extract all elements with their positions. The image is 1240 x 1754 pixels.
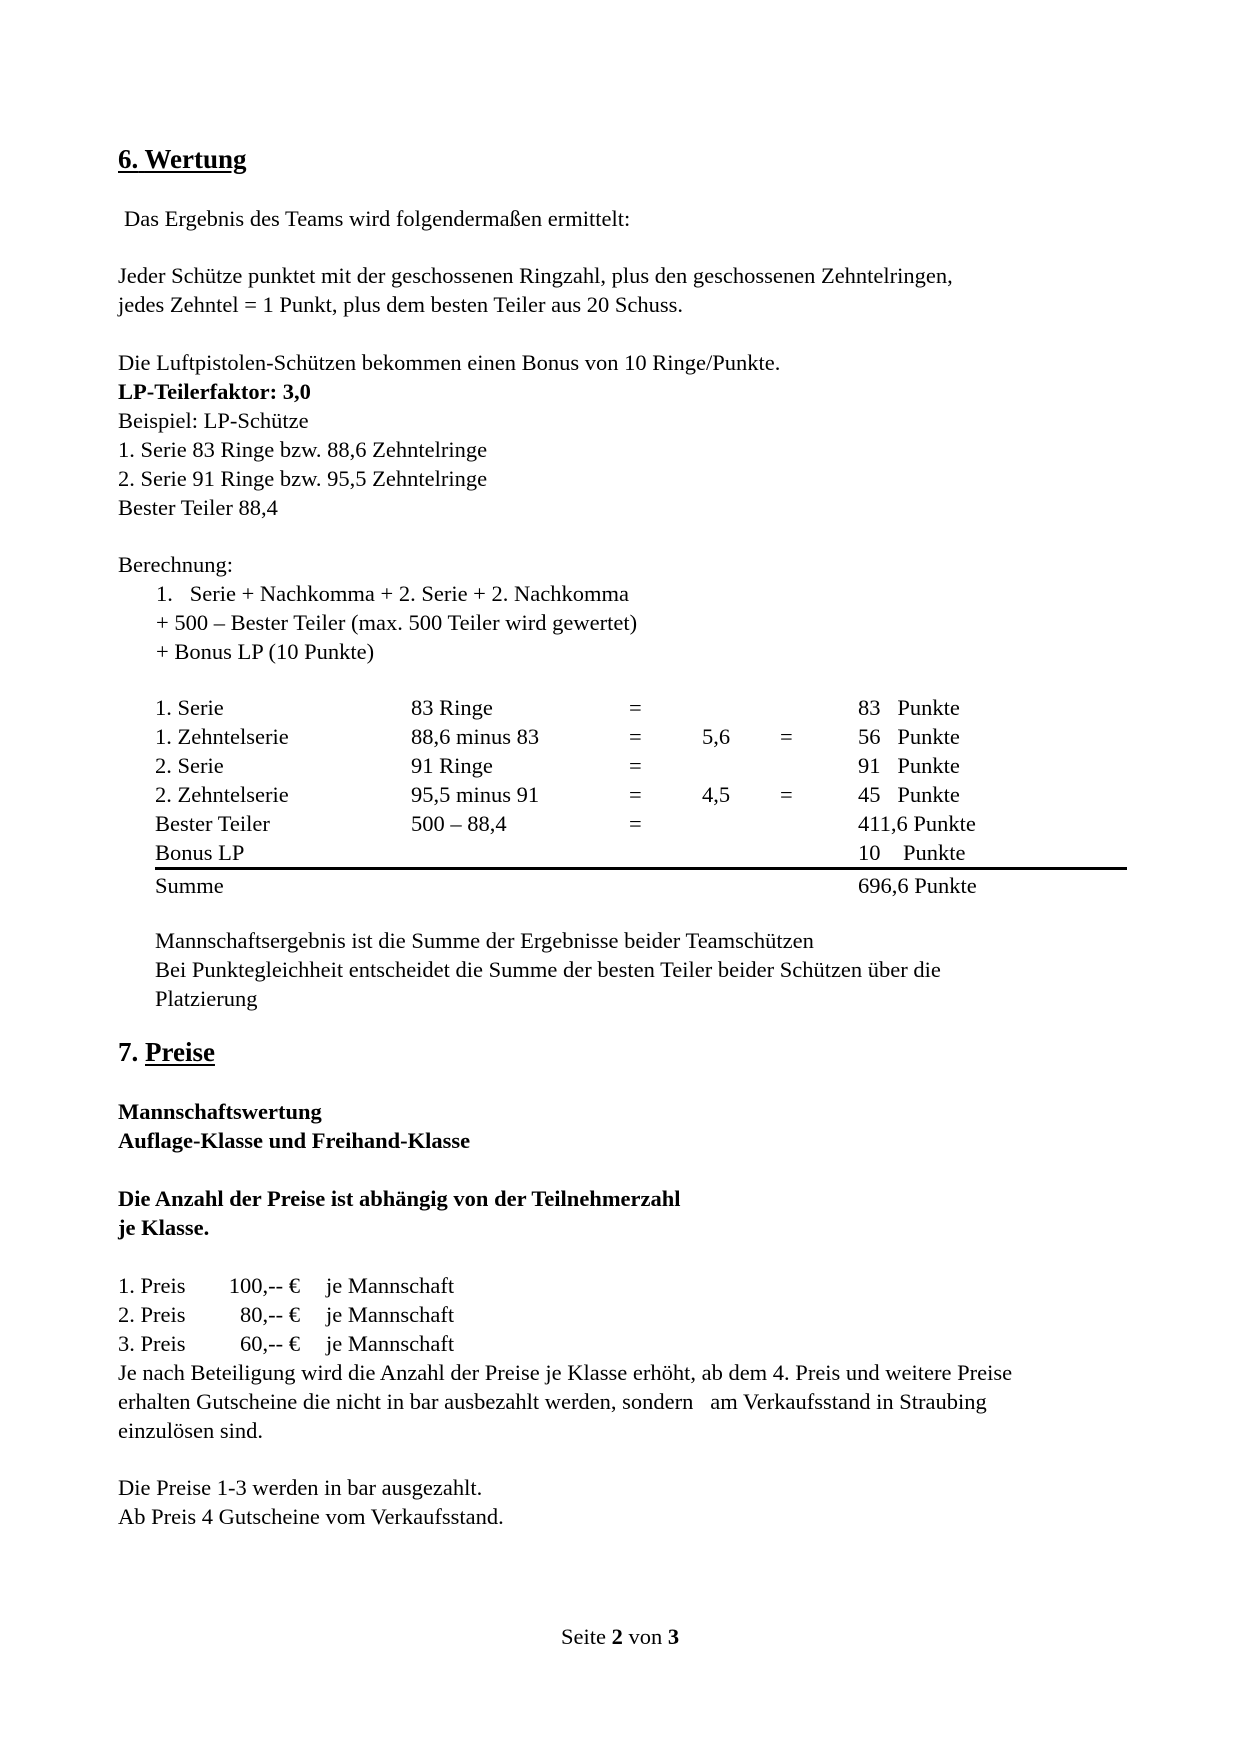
- equals-sign: [629, 838, 702, 869]
- calc-result: 56 Punkte: [858, 724, 960, 749]
- note-line: je Klasse.: [118, 1215, 210, 1240]
- text-line: jedes Zehntel = 1 Punkt, plus dem besten Teiler aus 20 Schuss.: [118, 292, 683, 317]
- text-line: Platzierung: [155, 986, 258, 1011]
- calc-value: 4,5: [702, 782, 731, 807]
- section-title: Wertung: [144, 144, 247, 174]
- section-number: 7.: [118, 1037, 139, 1067]
- prize-per: je Mannschaft: [326, 1273, 455, 1298]
- calc-result: 411,6 Punkte: [858, 811, 976, 836]
- prize-note: [118, 1184, 1130, 1242]
- payout-note: [118, 1473, 1130, 1531]
- calc-title: Berechnung:: [118, 552, 233, 577]
- prize-per: je Mannschaft: [326, 1302, 455, 1327]
- text-line: Ab Preis 4 Gutscheine vom Verkaufsstand.: [118, 1504, 504, 1529]
- equals-sign: [780, 751, 858, 780]
- calc-value: [702, 809, 780, 838]
- calc-label: 2. Serie: [155, 753, 224, 778]
- calc-result: 45 Punkte: [858, 782, 960, 807]
- equals-sign: =: [629, 782, 642, 807]
- sum-row: [155, 869, 1127, 902]
- prize-row: [118, 1329, 454, 1358]
- equals-sign: =: [629, 724, 642, 749]
- equals-sign: [780, 693, 858, 722]
- calculation-block: [118, 550, 1130, 666]
- prize-row: [118, 1300, 454, 1329]
- calc-expression: 88,6 minus 83: [411, 724, 540, 749]
- example-line: Beispiel: LP-Schütze: [118, 408, 309, 433]
- prize-subheading: [118, 1097, 1130, 1155]
- text-line: Die Preise 1-3 werden in bar ausgezahlt.: [118, 1475, 483, 1500]
- calc-row: [155, 780, 1127, 809]
- prize-list: [118, 1271, 1130, 1445]
- equals-sign: [780, 838, 858, 869]
- section-7-heading: [118, 1035, 1130, 1069]
- equals-sign: =: [780, 782, 793, 807]
- calc-label: 1. Serie: [155, 695, 224, 720]
- team-result-text: [155, 926, 1130, 1013]
- prize-amount: 60,-- €: [240, 1331, 300, 1356]
- sum-label: Summe: [155, 869, 411, 902]
- page-footer: [0, 1622, 1240, 1651]
- equals-sign: [780, 809, 858, 838]
- prize-rank: 2. Preis: [118, 1302, 186, 1327]
- text-line: Bei Punktegleichheit entscheidet die Summe der besten Teiler beider Schützen über die: [155, 957, 941, 982]
- calc-expression: 83 Ringe: [411, 695, 493, 720]
- text-line: erhalten Gutscheine die nicht in bar ausbezahlt werden, sondern am Verkaufsstand in Straubing: [118, 1389, 987, 1414]
- calc-expression: 500 – 88,4: [411, 811, 507, 836]
- calc-result: 83 Punkte: [858, 695, 960, 720]
- calc-line: + Bonus LP (10 Punkte): [156, 639, 375, 664]
- calc-expression: 95,5 minus 91: [411, 782, 540, 807]
- prize-rank: 1. Preis: [118, 1273, 186, 1298]
- prize-amount: 80,-- €: [240, 1302, 300, 1327]
- calc-value: 5,6: [702, 724, 731, 749]
- prize-table: [118, 1271, 454, 1358]
- prize-amount: 100,-- €: [228, 1273, 300, 1298]
- scoring-paragraph: [118, 261, 1130, 319]
- section-title: Preise: [145, 1037, 215, 1067]
- calc-line: + 500 – Bester Teiler (max. 500 Teiler wird gewertet): [156, 610, 638, 635]
- sum-result: 696,6 Punkte: [858, 869, 1127, 902]
- factor-line: LP-Teilerfaktor: 3,0: [118, 379, 311, 404]
- calc-label: 1. Zehntelserie: [155, 724, 289, 749]
- subheading-line: Auflage-Klasse und Freihand-Klasse: [118, 1128, 471, 1153]
- text-line: Jeder Schütze punktet mit der geschossenen Ringzahl, plus den geschossenen Zehntelringen,: [118, 263, 953, 288]
- section-number: 6.: [118, 144, 139, 174]
- equals-sign: =: [629, 753, 642, 778]
- calc-row: [155, 722, 1127, 751]
- prize-rank: 3. Preis: [118, 1331, 186, 1356]
- subheading-line: Mannschaftswertung: [118, 1099, 322, 1124]
- text-line: Mannschaftsergebnis ist die Summe der Ergebnisse beider Teamschützen: [155, 928, 814, 953]
- equals-sign: =: [629, 695, 642, 720]
- section-6-heading: [118, 142, 1130, 176]
- example-line: Bester Teiler 88,4: [118, 495, 278, 520]
- footer-page-number: 2: [611, 1624, 623, 1649]
- calc-expression: 91 Ringe: [411, 753, 493, 778]
- calc-line: 1. Serie + Nachkomma + 2. Serie + 2. Nachkomma: [156, 581, 629, 606]
- example-block: [118, 348, 1130, 522]
- calc-row: [155, 693, 1127, 722]
- bonus-line: Die Luftpistolen-Schützen bekommen einen Bonus von 10 Ringe/Punkte.: [118, 350, 781, 375]
- example-line: 1. Serie 83 Ringe bzw. 88,6 Zehntelringe: [118, 437, 488, 462]
- footer-mid: von: [628, 1624, 663, 1649]
- text-line: einzulösen sind.: [118, 1418, 263, 1443]
- calc-expression: [411, 838, 629, 869]
- equals-sign: =: [780, 724, 793, 749]
- calc-value: [702, 751, 780, 780]
- footer-prefix: Seite: [560, 1624, 606, 1649]
- prize-row: [118, 1271, 454, 1300]
- calc-row: [155, 751, 1127, 780]
- prize-per: je Mannschaft: [326, 1331, 455, 1356]
- text-line: Je nach Beteiligung wird die Anzahl der Preise je Klasse erhöht, ab dem 4. Preis und weitere Preise: [118, 1360, 1013, 1385]
- calc-row: [155, 838, 1127, 869]
- note-line: Die Anzahl der Preise ist abhängig von der Teilnehmerzahl: [118, 1186, 681, 1211]
- example-line: 2. Serie 91 Ringe bzw. 95,5 Zehntelringe: [118, 466, 488, 491]
- calc-value: [702, 838, 780, 869]
- footer-total-pages: 3: [667, 1624, 680, 1649]
- calc-label: Bester Teiler: [155, 811, 270, 836]
- calc-result: 10 Punkte: [858, 840, 966, 865]
- calc-result: 91 Punkte: [858, 753, 960, 778]
- calc-value: [702, 693, 780, 722]
- equals-sign: =: [629, 811, 642, 836]
- calculation-table: [155, 693, 1127, 901]
- calc-row: [155, 809, 1127, 838]
- intro-text: Das Ergebnis des Teams wird folgendermaßen ermittelt:: [124, 206, 631, 231]
- calc-label: 2. Zehntelserie: [155, 782, 289, 807]
- calc-label: Bonus LP: [155, 840, 245, 865]
